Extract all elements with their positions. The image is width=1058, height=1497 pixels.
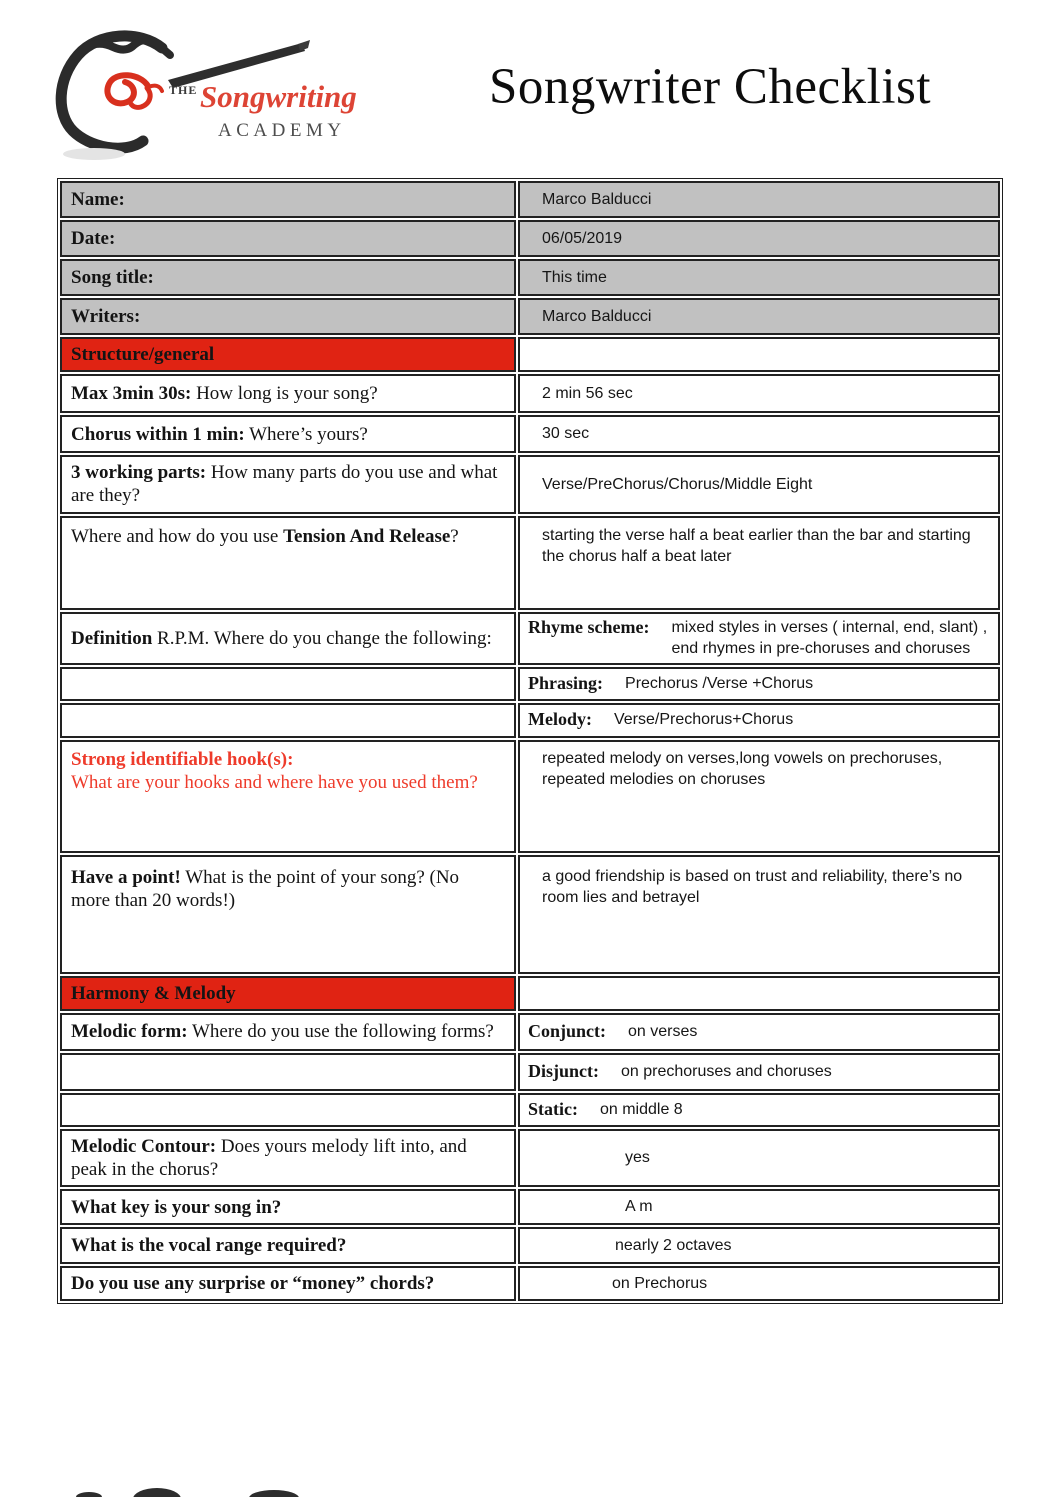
label-text: Name:	[71, 188, 125, 210]
label-text: Where do you use the following forms?	[187, 1021, 494, 1043]
table-row	[60, 259, 1000, 296]
question-label-cell	[60, 1093, 516, 1127]
answer-value: repeated melody on verses,long vowels on prechoruses, repeated melodies on choruses	[542, 749, 943, 789]
answer-value: a good friendship is based on trust and reliability, there’s no room lies and betrayel	[542, 867, 963, 907]
answer-cell	[518, 1013, 1000, 1051]
table-row	[60, 374, 1000, 413]
answer-value: on verses	[628, 1023, 698, 1041]
answer-sublabel: Melody:	[528, 709, 592, 730]
answer-wrap	[520, 866, 992, 909]
table-row	[60, 220, 1000, 257]
answer-cell	[518, 1053, 1000, 1091]
question-label-cell	[60, 374, 516, 413]
cutoff-shape-3	[249, 1490, 299, 1497]
table-row	[60, 181, 1000, 218]
label-text: Do you use any surprise or “money” chords?	[71, 1273, 435, 1295]
section-header-cell	[60, 337, 516, 372]
table-row	[60, 516, 1000, 610]
answer-value: on Prechorus	[612, 1275, 708, 1292]
question-label-cell	[60, 516, 516, 610]
label-text: R.P.M. Where do you change the following:	[152, 627, 492, 649]
answer-sublabel: Phrasing:	[528, 672, 604, 693]
answer-cell	[518, 259, 1000, 296]
question-label-cell	[60, 415, 516, 453]
question-label-cell	[60, 667, 516, 701]
answer-cell	[518, 976, 1000, 1011]
label-text: Writers:	[71, 305, 141, 327]
answer-wrap	[520, 617, 992, 660]
answer-value: Marco Balducci	[542, 190, 652, 208]
table-row	[60, 1093, 1000, 1127]
table-row	[60, 298, 1000, 335]
table-row	[60, 337, 1000, 372]
label-text: What key is your song in?	[71, 1196, 282, 1218]
question-label-cell	[60, 612, 516, 665]
answer-cell	[518, 1189, 1000, 1225]
table-row	[60, 976, 1000, 1011]
table-row	[60, 740, 1000, 853]
answer-cell	[518, 455, 1000, 513]
label-text: Have a point!	[71, 866, 181, 888]
answer-value: nearly 2 octaves	[615, 1236, 732, 1254]
guitar-neck-tip	[298, 40, 310, 51]
answer-sublabel: Static:	[528, 1099, 578, 1120]
answer-cell	[518, 1093, 1000, 1127]
table-row	[60, 1189, 1000, 1225]
logo-shadow	[63, 148, 125, 160]
table-row	[60, 855, 1000, 974]
answer-value: Verse/Prechorus+Chorus	[613, 711, 794, 729]
checklist-table-body	[60, 181, 1000, 1301]
table-row	[60, 612, 1000, 665]
answer-value: starting the verse half a beat earlier than the bar and starting the chorus half a beat later	[542, 526, 971, 566]
answer-cell	[518, 337, 1000, 372]
answer-wrap	[520, 525, 992, 568]
answer-cell	[518, 612, 1000, 665]
question-label-cell	[60, 455, 516, 513]
answer-cell	[518, 298, 1000, 335]
question-label-cell	[60, 740, 516, 853]
cutoff-shape-2	[133, 1488, 181, 1497]
table-row	[60, 455, 1000, 513]
answer-wrap	[520, 709, 992, 731]
label-text: What are your hooks and where have you used them?	[71, 771, 478, 793]
answer-sublabel: Disjunct:	[528, 1061, 599, 1082]
label-text: Melodic Contour:	[71, 1135, 217, 1157]
answer-cell	[518, 1129, 1000, 1187]
answer-value: A m	[625, 1198, 653, 1216]
answer-wrap	[520, 1061, 992, 1083]
label-text: Max 3min 30s:	[71, 383, 192, 405]
label-text: Melodic form:	[71, 1021, 188, 1043]
answer-wrap	[520, 1235, 992, 1257]
question-label-cell	[60, 1129, 516, 1187]
label-text: What is the vocal range required?	[71, 1235, 347, 1257]
answer-cell	[518, 703, 1000, 738]
label-text: Where and how do you use	[71, 525, 284, 547]
table-row	[60, 703, 1000, 738]
question-label-cell	[60, 1227, 516, 1264]
answer-value: mixed styles in verses ( internal, end, slant) , end rhymes in pre-choruses and choruses	[671, 618, 988, 658]
answer-wrap	[520, 228, 992, 250]
label-text: Definition	[71, 627, 153, 649]
answer-sublabel: Rhyme scheme:	[528, 616, 650, 637]
answer-cell	[518, 181, 1000, 218]
question-label-cell	[60, 855, 516, 974]
answer-value: 30 sec	[542, 425, 590, 443]
answer-cell	[518, 415, 1000, 453]
label-text: Tension And Release	[283, 525, 451, 547]
answer-cell	[518, 1266, 1000, 1301]
table-row	[60, 1053, 1000, 1091]
label-text: Song title:	[71, 266, 154, 288]
question-label-cell	[60, 1013, 516, 1051]
question-label-cell	[60, 220, 516, 257]
answer-value: 06/05/2019	[542, 229, 623, 247]
answer-wrap	[520, 1021, 992, 1043]
page-header	[0, 0, 1058, 178]
songwriting-academy-logo	[52, 24, 364, 172]
answer-sublabel: Conjunct:	[528, 1021, 607, 1042]
answer-wrap	[520, 267, 992, 289]
logo-the-text: THE	[169, 83, 198, 97]
answer-wrap	[520, 306, 992, 328]
answer-wrap	[520, 1099, 992, 1121]
table-row	[60, 1013, 1000, 1051]
answer-wrap	[520, 189, 992, 211]
answer-wrap	[520, 748, 992, 791]
answer-wrap	[520, 1196, 992, 1218]
table-row	[60, 1129, 1000, 1187]
guitar-icon	[61, 36, 170, 148]
answer-value: Prechorus /Verse +Chorus	[625, 674, 814, 692]
answer-value: Marco Balducci	[542, 307, 652, 325]
label-text: How long is your song?	[191, 383, 378, 405]
question-label-cell	[60, 1053, 516, 1091]
checklist-table	[57, 178, 1003, 1304]
cutoff-shape-1	[76, 1492, 102, 1497]
label-text: Structure/general	[71, 344, 215, 365]
table-row	[60, 415, 1000, 453]
table-row	[60, 1266, 1000, 1301]
label-text: Does yours melody lift into, and peak in the chorus?	[71, 1135, 467, 1181]
answer-wrap	[520, 423, 992, 445]
answer-wrap	[520, 474, 992, 496]
question-label-cell	[60, 181, 516, 218]
answer-wrap	[520, 1147, 992, 1169]
answer-value: 2 min 56 sec	[542, 384, 633, 402]
answer-value: on middle 8	[599, 1101, 683, 1119]
table-row	[60, 1227, 1000, 1264]
table-row	[60, 667, 1000, 701]
logo-brand-text: Songwriting	[200, 79, 357, 114]
answer-value: yes	[625, 1149, 650, 1167]
answer-wrap	[520, 1273, 992, 1295]
question-label-cell	[60, 1266, 516, 1301]
question-label-cell	[60, 703, 516, 738]
label-text: Where’s yours?	[244, 423, 368, 445]
answer-cell	[518, 516, 1000, 610]
label-text: 3 working parts:	[71, 462, 207, 484]
answer-cell	[518, 740, 1000, 853]
answer-value: on prechoruses and choruses	[621, 1063, 832, 1081]
answer-wrap	[520, 383, 992, 405]
question-label-cell	[60, 259, 516, 296]
label-text: Chorus within 1 min:	[71, 423, 245, 445]
logo-academy-text: ACADEMY	[218, 120, 346, 141]
answer-value: This time	[542, 268, 607, 286]
answer-cell	[518, 374, 1000, 413]
question-label-cell	[60, 1189, 516, 1225]
answer-cell	[518, 855, 1000, 974]
answer-wrap	[520, 673, 992, 695]
label-text: Strong identifiable hook(s):	[71, 748, 294, 770]
answer-cell	[518, 220, 1000, 257]
label-text: Harmony & Melody	[71, 982, 236, 1004]
section-header-cell	[60, 976, 516, 1011]
label-text: What is the point of your song? (No more than 20 words!)	[71, 866, 460, 911]
question-label-cell	[60, 298, 516, 335]
answer-cell	[518, 667, 1000, 701]
label-text: How many parts do you use and what are they?	[71, 462, 498, 507]
page-title: Songwriter Checklist	[488, 59, 932, 115]
label-text: Date:	[71, 227, 116, 249]
answer-cell	[518, 1227, 1000, 1264]
answer-value: Verse/PreChorus/Chorus/Middle Eight	[542, 475, 813, 493]
logo-swirl-icon	[107, 75, 162, 107]
label-text: ?	[450, 525, 459, 547]
